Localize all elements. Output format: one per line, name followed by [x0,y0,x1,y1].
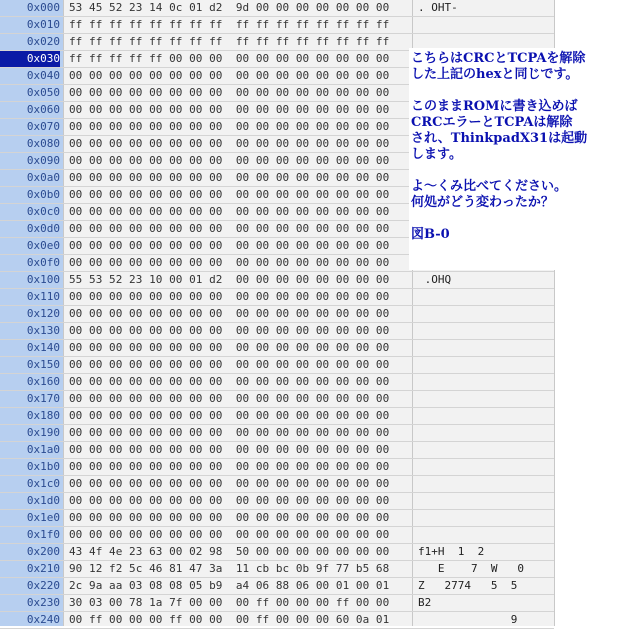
row-hex-bytes[interactable]: 00 00 00 00 00 00 00 00 00 00 00 00 00 00 00 00 [69,341,390,354]
row-hex-bytes[interactable]: 00 00 00 00 00 00 00 00 00 00 00 00 00 00 00 00 [69,443,390,456]
hex-row[interactable] [0,595,554,612]
row-hex-bytes[interactable]: 00 00 00 00 00 00 00 00 00 00 00 00 00 00 00 00 [69,205,390,218]
row-ascii[interactable]: 9 [418,613,518,626]
row-offset[interactable]: 0x0b0 [26,188,60,201]
row-hex-bytes[interactable]: 00 00 00 00 00 00 00 00 00 00 00 00 00 00 00 00 [69,86,390,99]
row-hex-bytes[interactable]: 55 53 52 23 10 00 01 d2 00 00 00 00 00 00 00 00 [69,273,390,286]
note-line: 何処がどう変わったか？ [411,195,554,210]
row-offset[interactable]: 0x020 [26,35,60,48]
row-offset[interactable]: 0x140 [26,341,60,354]
row-offset[interactable]: 0x040 [26,69,60,82]
note-line: このままROMに書き込めば [411,99,578,114]
row-hex-bytes[interactable]: 00 00 00 00 00 00 00 00 00 00 00 00 00 00 00 00 [69,511,390,524]
row-hex-bytes[interactable]: 00 00 00 00 00 00 00 00 00 00 00 00 00 00 00 00 [69,460,390,473]
row-ascii[interactable]: E 7 W 0 [418,562,524,575]
row-hex-bytes[interactable]: 00 00 00 00 00 00 00 00 00 00 00 00 00 00 00 00 [69,103,390,116]
row-hex-bytes[interactable]: 00 00 00 00 00 00 00 00 00 00 00 00 00 00 00 00 [69,256,390,269]
row-offset[interactable]: 0x170 [26,392,60,405]
row-offset[interactable]: 0x110 [26,290,60,303]
hex-row[interactable] [0,17,554,34]
hex-row[interactable] [0,0,554,17]
row-ascii[interactable]: f1+H 1 2 [418,545,485,558]
hex-row[interactable] [0,391,554,408]
row-hex-bytes[interactable]: 00 00 00 00 00 00 00 00 00 00 00 00 00 00 00 00 [69,137,390,150]
hex-row[interactable] [0,408,554,425]
hex-row[interactable] [0,442,554,459]
row-hex-bytes[interactable]: 00 00 00 00 00 00 00 00 00 00 00 00 00 00 00 00 [69,324,390,337]
hex-row[interactable] [0,493,554,510]
row-offset[interactable]: 0x200 [26,545,60,558]
row-hex-bytes[interactable]: 00 00 00 00 00 00 00 00 00 00 00 00 00 00 00 00 [69,120,390,133]
row-hex-bytes[interactable]: 00 00 00 00 00 00 00 00 00 00 00 00 00 00 00 00 [69,188,390,201]
note-line: CRCエラーとTCPAは解除 [411,115,573,130]
hex-row[interactable] [0,476,554,493]
row-offset[interactable]: 0x1d0 [26,494,60,507]
hex-row[interactable] [0,340,554,357]
row-offset[interactable]: 0x220 [26,579,60,592]
row-offset[interactable]: 0x160 [26,375,60,388]
row-hex-bytes[interactable]: 00 00 00 00 00 00 00 00 00 00 00 00 00 00 00 00 [69,154,390,167]
hex-row[interactable] [0,272,554,289]
row-offset[interactable]: 0x010 [26,18,60,31]
row-hex-bytes[interactable]: 2c 9a aa 03 08 08 05 b9 a4 06 88 06 00 01 00 01 [69,579,390,592]
row-offset[interactable]: 0x1a0 [26,443,60,456]
note-line: した上記のhexと同じです。 [411,67,579,82]
row-hex-bytes[interactable]: 00 00 00 00 00 00 00 00 00 00 00 00 00 00 00 00 [69,358,390,371]
note-line: よ～くみ比べてください。 [411,179,568,194]
row-ascii[interactable]: .OHQ [418,273,452,286]
row-offset[interactable]: 0x130 [26,324,60,337]
row-offset[interactable]: 0x210 [26,562,60,575]
hex-row[interactable] [0,357,554,374]
hex-row[interactable] [0,612,554,629]
row-offset[interactable]: 0x180 [26,409,60,422]
hex-row[interactable] [0,425,554,442]
row-offset[interactable]: 0x0d0 [26,222,60,235]
hex-row[interactable] [0,459,554,476]
row-offset[interactable]: 0x000 [26,1,60,14]
row-offset[interactable]: 0x1f0 [26,528,60,541]
note-line: 図B-0 [411,227,450,242]
hex-row[interactable] [0,374,554,391]
row-hex-bytes[interactable]: 00 00 00 00 00 00 00 00 00 00 00 00 00 00 00 00 [69,171,390,184]
row-ascii[interactable]: B2 [418,596,432,609]
row-offset[interactable]: 0x080 [26,137,60,150]
row-hex-bytes[interactable]: 00 00 00 00 00 00 00 00 00 00 00 00 00 00 00 00 [69,222,390,235]
row-offset[interactable]: 0x230 [26,596,60,609]
row-hex-bytes[interactable]: 00 00 00 00 00 00 00 00 00 00 00 00 00 00 00 00 [69,494,390,507]
row-hex-bytes[interactable]: 30 03 00 78 1a 7f 00 00 00 ff 00 00 00 ff 00 00 [69,596,390,609]
row-offset[interactable]: 0x1e0 [26,511,60,524]
row-offset[interactable]: 0x0e0 [26,239,60,252]
row-offset[interactable]: 0x0f0 [26,256,60,269]
hex-row[interactable] [0,527,554,544]
row-offset[interactable]: 0x1c0 [26,477,60,490]
row-offset[interactable]: 0x090 [26,154,60,167]
note-line: します。 [411,147,462,162]
hex-row[interactable] [0,561,554,578]
row-offset[interactable]: 0x100 [26,273,60,286]
row-hex-bytes[interactable]: 00 00 00 00 00 00 00 00 00 00 00 00 00 00 00 00 [69,375,390,388]
annotation-note [409,48,627,270]
row-hex-bytes[interactable]: ff ff ff ff ff ff ff ff ff ff ff ff ff ff ff ff [69,18,390,31]
hex-row[interactable] [0,544,554,561]
note-line: こちらはCRCとTCPAを解除 [411,51,586,66]
row-offset[interactable]: 0x070 [26,120,60,133]
row-hex-bytes[interactable]: ff ff ff ff ff ff ff ff ff ff ff ff ff ff ff ff [69,35,390,48]
row-offset[interactable]: 0x240 [26,613,60,626]
row-offset[interactable]: 0x1b0 [26,460,60,473]
row-hex-bytes[interactable]: 00 00 00 00 00 00 00 00 00 00 00 00 00 00 00 00 [69,409,390,422]
row-hex-bytes[interactable]: 00 00 00 00 00 00 00 00 00 00 00 00 00 00 00 00 [69,426,390,439]
row-hex-bytes[interactable]: 90 12 f2 5c 46 81 47 3a 11 cb bc 0b 9f 77 b5 68 [69,562,390,575]
hex-row[interactable] [0,510,554,527]
hex-row[interactable] [0,306,554,323]
row-hex-bytes[interactable]: 00 00 00 00 00 00 00 00 00 00 00 00 00 00 00 00 [69,392,390,405]
row-offset[interactable]: 0x060 [26,103,60,116]
row-offset[interactable]: 0x0c0 [26,205,60,218]
row-hex-bytes[interactable]: 00 00 00 00 00 00 00 00 00 00 00 00 00 00 00 00 [69,239,390,252]
row-offset[interactable]: 0x120 [26,307,60,320]
row-ascii[interactable]: Z 2774 5 5 [418,579,518,592]
hex-row[interactable] [0,578,554,595]
row-hex-bytes[interactable]: ff ff ff ff ff 00 00 00 00 00 00 00 00 00 00 00 [69,52,390,65]
row-hex-bytes[interactable]: 43 4f 4e 23 63 00 02 98 50 00 00 00 00 00 00 00 [69,545,390,558]
row-hex-bytes[interactable]: 00 00 00 00 00 00 00 00 00 00 00 00 00 00 00 00 [69,290,390,303]
note-line: され、ThinkpadX31は起動 [411,131,588,146]
row-hex-bytes[interactable]: 00 ff 00 00 00 ff 00 00 00 ff 00 00 00 60 0a 01 [69,613,390,626]
row-hex-bytes[interactable]: 53 45 52 23 14 0c 01 d2 9d 00 00 00 00 00 00 00 [69,1,390,14]
row-hex-bytes[interactable]: 00 00 00 00 00 00 00 00 00 00 00 00 00 00 00 00 [69,69,390,82]
row-hex-bytes[interactable]: 00 00 00 00 00 00 00 00 00 00 00 00 00 00 00 00 [69,528,390,541]
row-hex-bytes[interactable]: 00 00 00 00 00 00 00 00 00 00 00 00 00 00 00 00 [69,477,390,490]
row-offset[interactable]: 0x0a0 [26,171,60,184]
row-offset[interactable]: 0x050 [26,86,60,99]
row-offset[interactable]: 0x190 [26,426,60,439]
row-offset[interactable]: 0x030 [0,51,60,67]
hex-row[interactable] [0,323,554,340]
hex-row[interactable] [0,289,554,306]
row-offset[interactable]: 0x150 [26,358,60,371]
row-ascii[interactable]: . OHT- [418,1,458,14]
row-hex-bytes[interactable]: 00 00 00 00 00 00 00 00 00 00 00 00 00 00 00 00 [69,307,390,320]
